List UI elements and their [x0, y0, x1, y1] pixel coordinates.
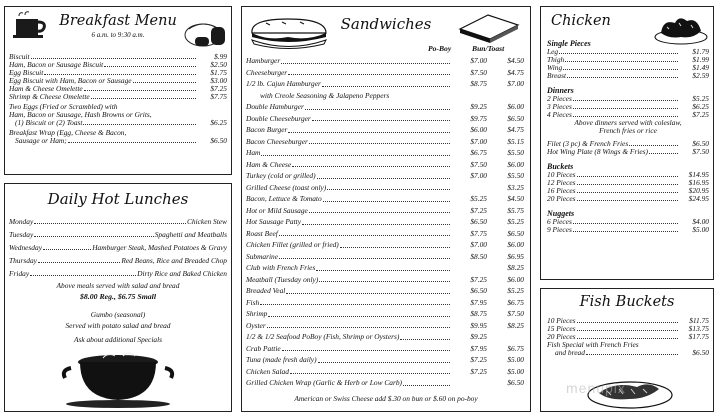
table-row	[246, 239, 524, 251]
club-sandwich-icon	[454, 11, 524, 45]
lunches-title: Daily Hot Lunches	[47, 190, 189, 208]
poboy-price: $7.00	[470, 240, 487, 249]
sandwich-name: Hot or Mild Sausage	[246, 205, 308, 215]
col-bun-header: Bun/Toast	[472, 44, 505, 53]
poboy-price: $7.00	[470, 56, 487, 65]
poboy-price: $7.95	[470, 297, 487, 307]
list-item: Thigh $1.99	[547, 55, 709, 64]
list-item: Shrimp & Cheese Omelette $7.75	[9, 92, 227, 101]
list-item: Tuesday Spaghetti and Meatballs	[9, 230, 227, 239]
bun-price: $5.50	[507, 148, 524, 157]
bread-loaf-icon	[181, 17, 229, 49]
list-item: Filet (3 pc) & French Fries $6.50	[547, 139, 709, 148]
bun-price: $8.25	[507, 263, 524, 272]
table-row	[246, 228, 524, 240]
sandwich-name: Hamburger	[246, 56, 281, 65]
sandwich-name: Bacon Cheeseburger	[246, 136, 308, 146]
sandwiches-panel	[241, 6, 531, 412]
bun-price: $7.50	[507, 309, 524, 318]
sandwich-name: Bacon Burger	[246, 125, 288, 134]
bun-price: $3.25	[507, 182, 524, 192]
bun-price: $6.00	[507, 240, 524, 249]
gumbo-pot-icon	[53, 350, 183, 410]
buckets-header: Buckets	[547, 162, 574, 171]
table-row	[246, 113, 524, 125]
table-row	[246, 285, 524, 297]
chicken-list	[547, 39, 709, 234]
list-item: Hot Wing Plate (8 Wings & Fries) $7.50	[547, 147, 709, 156]
poboy-price: $7.25	[470, 366, 487, 376]
table-row	[246, 78, 524, 90]
lunches-price: $8.00 Reg., $6.75 Small	[79, 292, 157, 301]
sandwich-name: Chicken Salad	[246, 366, 289, 376]
sandwich-name: Tuna (made fresh daily)	[246, 355, 317, 364]
list-item: Thursday Red Beans, Rice and Breaded Chop	[9, 256, 227, 265]
table-row	[246, 67, 524, 79]
gumbo-note: Served with potato salad and bread	[65, 321, 171, 330]
bun-price: $4.75	[507, 125, 524, 134]
list-item: Egg Biscuit $1.75	[9, 68, 227, 77]
cheese-footer: American or Swiss Cheese add $.30 on bun or $.60 on po-boy	[294, 394, 478, 403]
poboy-price: $7.00	[470, 171, 487, 180]
wrap-line1: Breakfast Wrap (Egg, Cheese & Bacon,	[9, 128, 127, 137]
list-item: 12 Pieces $16.95	[547, 178, 709, 187]
chicken-title: Chicken	[551, 13, 611, 29]
sandwich-list	[246, 55, 524, 389]
poboy-price: $7.00	[470, 136, 487, 146]
specials-note: Ask about additional Specials	[73, 335, 163, 344]
table-row	[246, 55, 524, 67]
list-item: 6 Pieces $4.00	[547, 217, 709, 226]
two-eggs-line2: Ham, Bacon or Sausage, Hash Browns or Grits,	[9, 110, 152, 119]
sandwich-name: Turkey (cold or grilled)	[246, 171, 316, 180]
poboy-price: $7.75	[470, 228, 487, 238]
breakfast-list	[9, 53, 227, 145]
bun-price: $4.50	[507, 56, 524, 65]
table-row	[246, 216, 524, 228]
list-item: Leg $1.79	[547, 47, 709, 56]
poboy-price: $9.25	[470, 332, 487, 341]
list-item: 16 Pieces $20.95	[547, 186, 709, 195]
list-item: Ham & Cheese Omelette $7.25	[9, 84, 227, 93]
table-row	[246, 366, 524, 378]
poboy-price: $7.25	[470, 274, 487, 284]
poboy-price: $7.95	[470, 343, 487, 353]
poboy-price: $6.00	[470, 125, 487, 134]
col-poboy-header: Po-Boy	[428, 44, 452, 53]
list-item: 2 Pieces $5.25	[547, 94, 709, 103]
table-row	[246, 205, 524, 217]
poboy-price: $8.75	[470, 309, 487, 318]
sandwich-name: Roast Beef	[246, 228, 278, 238]
list-item: Wing $1.49	[547, 63, 709, 72]
list-item: and bread $6.50	[555, 348, 709, 357]
list-item: 10 Pieces $14.95	[547, 170, 709, 179]
fish-list	[547, 317, 709, 357]
bun-price: $5.00	[507, 355, 524, 364]
list-item: 4 Pieces $7.25	[547, 110, 709, 119]
table-row	[246, 182, 524, 194]
table-row	[246, 124, 524, 136]
sandwich-name: 1/2 lb. Cajun Hamburger	[246, 79, 321, 88]
bun-price: $6.50	[507, 378, 524, 387]
bun-price: $5.75	[507, 205, 524, 215]
lunches-panel	[4, 183, 232, 412]
poboy-price: $6.50	[470, 217, 487, 226]
lunches-list	[9, 215, 227, 280]
table-row	[246, 320, 524, 332]
table-row	[246, 308, 524, 320]
bun-price: $5.25	[507, 286, 524, 295]
poboy-price: $9.95	[470, 320, 487, 330]
fish-title: Fish Buckets	[579, 294, 675, 310]
list-item: 3 Pieces $6.25	[547, 102, 709, 111]
bun-price: $5.00	[507, 366, 524, 376]
breakfast-hours: 6 a.m. to 9:30 a.m.	[91, 31, 145, 39]
list-item: 10 Pieces $11.75	[547, 316, 709, 325]
breakfast-panel	[4, 6, 232, 175]
sandwich-name: Club with French Fries	[246, 263, 316, 272]
bun-price: $8.25	[507, 320, 524, 330]
sandwich-name: Double Cheeseburger	[246, 113, 311, 123]
sandwiches-title: Sandwiches	[340, 15, 432, 33]
bun-price: $4.50	[507, 194, 524, 203]
table-row	[246, 251, 524, 263]
list-item: 20 Pieces $17.75	[547, 332, 709, 341]
list-item: Wednesday Hamburger Steak, Mashed Potatoes & Gravy	[9, 243, 227, 252]
dinners-note-2: French fries or rice	[599, 126, 657, 135]
bun-price: $5.15	[507, 136, 524, 146]
poboy-price: $5.25	[470, 194, 487, 203]
table-row	[246, 377, 524, 389]
bun-price: $6.50	[507, 228, 524, 238]
table-row	[246, 170, 524, 182]
table-row	[246, 193, 524, 205]
sandwich-name: Oyster	[246, 320, 266, 330]
list-item: 20 Pieces $24.95	[547, 194, 709, 203]
poboy-price: $7.25	[470, 205, 487, 215]
breakfast-title: Breakfast Menu	[59, 13, 177, 29]
list-item: 15 Pieces $13.75	[547, 324, 709, 333]
list-item: Ham, Bacon or Sausage Biscuit $2.50	[9, 60, 227, 69]
poboy-price: $7.25	[470, 355, 487, 364]
bun-price: $6.00	[507, 159, 524, 169]
bun-price: $7.00	[507, 79, 524, 88]
bun-price: $6.00	[507, 102, 524, 111]
two-eggs-line1: Two Eggs (Fried or Scrambled) with	[9, 102, 118, 111]
table-row	[246, 136, 524, 148]
poboy-price: $6.50	[470, 286, 487, 295]
list-item: Sausage or Ham; $6.50	[15, 136, 227, 145]
poboy-price: $7.50	[470, 159, 487, 169]
poboy-price: $9.75	[470, 113, 487, 123]
bun-price: $5.50	[507, 171, 524, 180]
poboy-price: $6.75	[470, 148, 487, 157]
bun-price: $4.75	[507, 67, 524, 77]
sandwich-name: Shrimp	[246, 309, 268, 318]
table-row	[246, 354, 524, 366]
lunches-note: Above meals served with salad and bread	[56, 281, 180, 290]
table-row	[246, 331, 524, 343]
sandwich-name: Fish	[246, 297, 260, 307]
table-row	[246, 343, 524, 355]
sandwich-name: Submarine	[246, 251, 279, 261]
list-item: Egg Biscuit with Ham, Bacon or Sausage $3.00	[9, 76, 227, 85]
poboy-price: $8.75	[470, 79, 487, 88]
sandwich-name: Hot Sausage Patty	[246, 217, 302, 226]
list-item: 9 Pieces $5.00	[547, 225, 709, 234]
table-row	[246, 159, 524, 171]
sandwich-name: Chicken Fillet (grilled or fried)	[246, 240, 339, 249]
dinners-header: Dinners	[547, 86, 574, 95]
bun-price: $6.75	[507, 297, 524, 307]
bun-price: $6.95	[507, 251, 524, 261]
list-item: Biscuit $.99	[9, 52, 227, 61]
bun-price: $6.50	[507, 113, 524, 123]
list-item: (1) Biscuit or (2) Toast $6.25	[15, 118, 227, 127]
poboy-price: $8.50	[470, 251, 487, 261]
list-item: Monday Chicken Stew	[9, 217, 227, 226]
table-row	[246, 262, 524, 274]
bun-price: $6.75	[507, 343, 524, 353]
sandwich-name: Meatball (Tuesday only)	[246, 274, 319, 284]
dinners-note-1: Above dinners served with coleslaw,	[574, 118, 682, 127]
gumbo-title: Gumbo (seasonal)	[90, 310, 146, 319]
chicken-panel	[540, 6, 714, 280]
sandwich-name: Breaded Veal	[246, 286, 286, 295]
table-row	[246, 274, 524, 286]
sandwich-name: 1/2 & 1/2 Seafood PoBoy (Fish, Shrimp or Oysters)	[246, 332, 400, 341]
sandwich-name: Ham & Cheese	[246, 159, 292, 169]
bun-price: $5.25	[507, 217, 524, 226]
bun-price: $6.00	[507, 274, 524, 284]
poboy-price: $7.50	[470, 67, 487, 77]
sandwich-name: Grilled Cheese (toast only)	[246, 182, 327, 192]
watermark: menupix	[566, 380, 626, 396]
single-pieces-header: Single Pieces	[547, 39, 591, 48]
sandwich-name: Bacon, Lettuce & Tomato	[246, 194, 322, 203]
sandwich-name: Crab Pattie	[246, 343, 281, 353]
sandwich-name: Double Hamburger	[246, 102, 304, 111]
poboy-price: $9.25	[470, 102, 487, 111]
nuggets-header: Nuggets	[547, 209, 575, 218]
sandwich-name: with Creole Seasoning & Jalapeno Peppers	[260, 90, 390, 100]
list-item: Friday Dirty Rice and Baked Chicken	[9, 269, 227, 278]
fish-special-line1: Fish Special with French Fries	[547, 340, 639, 349]
sandwich-name: Grilled Chicken Wrap (Garlic & Herb or Low Carb)	[246, 378, 403, 387]
table-row	[246, 101, 524, 113]
table-row	[246, 147, 524, 159]
sandwich-name: Cheeseburger	[246, 67, 288, 77]
sandwich-name: Ham	[246, 148, 261, 157]
list-item: Breast $2.59	[547, 71, 709, 80]
table-row	[246, 297, 524, 309]
table-row	[246, 90, 524, 102]
